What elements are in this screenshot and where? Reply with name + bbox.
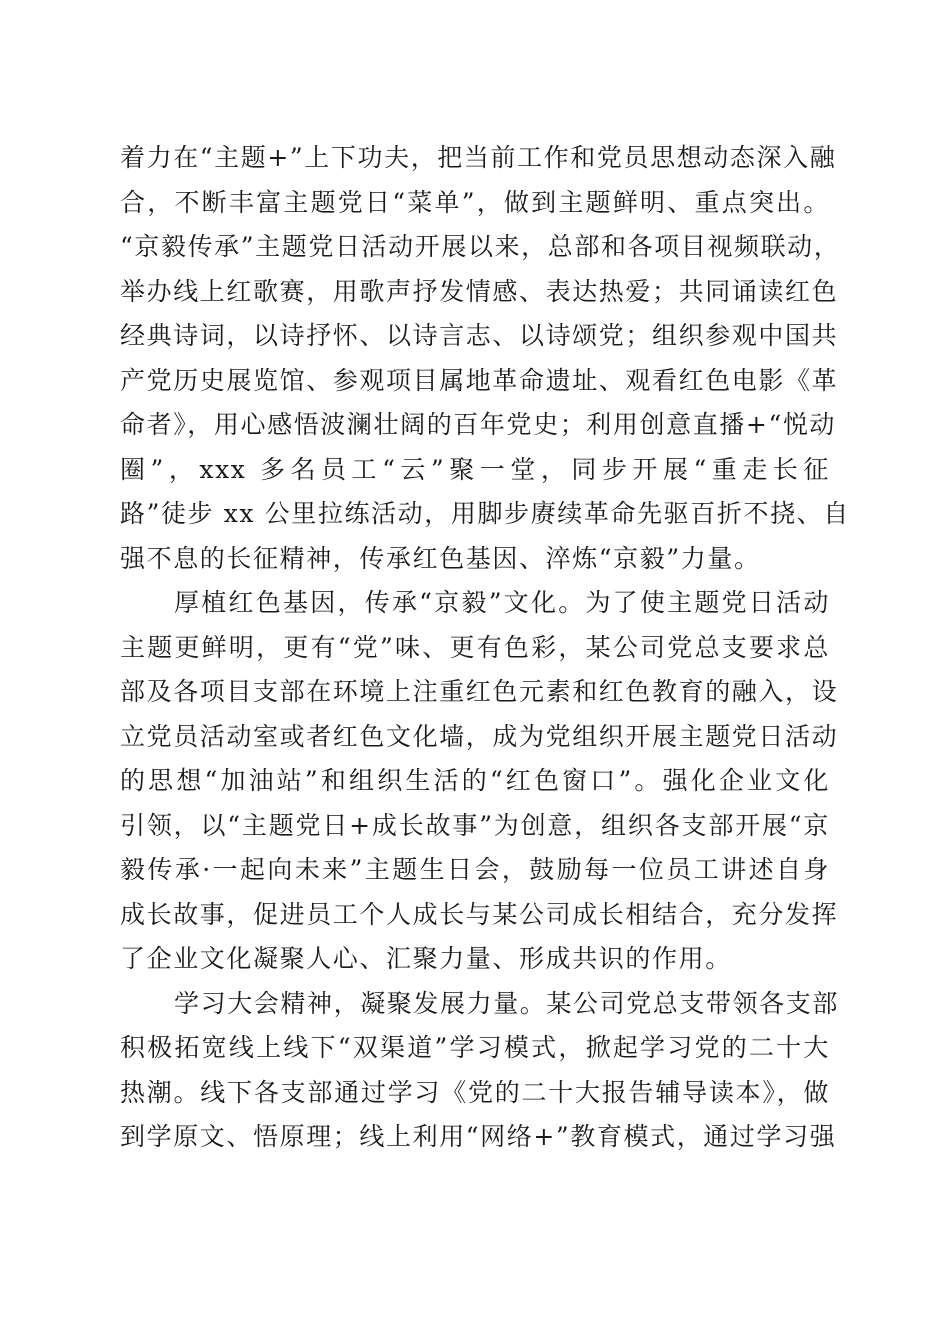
text-line: 的思想“加油站”和组织生活的“红色窗口”。强化企业文化 bbox=[120, 766, 830, 795]
text-line: 主题更鲜明，更有“党”味、更有色彩，某公司党总支要求总 bbox=[120, 632, 830, 662]
paragraph-3 bbox=[120, 982, 840, 1160]
text-line: 立党员活动室或者红色文化墙，成为党组织开展主题党日活动 bbox=[120, 721, 839, 751]
text-line: 命者》，用心感悟波澜壮阔的百年党史；利用创意直播+“悦动 bbox=[120, 410, 837, 439]
text-line: 引领，以“主题党日+成长故事”为创意，组织各支部开展“京 bbox=[120, 810, 830, 840]
text-line: 着力在“主题+”上下功夫，把当前工作和党员思想动态深入融 bbox=[120, 143, 837, 172]
paragraph-1 bbox=[120, 136, 850, 581]
text-line: 经典诗词，以诗抒怀、以诗言志、以诗颂党；组织参观中国共 bbox=[120, 321, 839, 350]
text-line: 成长故事，促进员工个人成长与某公司成长相结合，充分发挥 bbox=[120, 899, 839, 929]
text-line: “京毅传承”主题党日活动开展以来，总部和各项目视频联动， bbox=[120, 232, 841, 261]
text-line: 了企业文化凝聚人心、汇聚力量、形成共识的作用。 bbox=[120, 944, 732, 973]
paragraph-2 bbox=[120, 581, 839, 982]
text-line: 积极拓宽线上线下“双渠道”学习模式，掀起学习党的二十大 bbox=[120, 1033, 830, 1062]
text-line: 圈”，xxx 多名员工“云”聚一堂，同步开展“重走长征 bbox=[120, 454, 830, 484]
text-line: 到学原文、悟原理；线上利用“网络+”教育模式，通过学习强 bbox=[120, 1122, 837, 1151]
text-line: 部及各项目支部在环境上注重红色元素和红色教育的融入，设 bbox=[120, 677, 839, 706]
text-line: 厚植红色基因，传承“京毅”文化。为了使主题党日活动 bbox=[174, 588, 830, 617]
text-line: 毅传承·一起向未来”主题生日会，鼓励每一位员工讲述自身 bbox=[120, 855, 830, 884]
text-line: 热潮。线下各支部通过学习《党的二十大报告辅导读本》，做 bbox=[120, 1077, 830, 1107]
text-line: 学习大会精神，凝聚发展力量。某公司党总支带领各支部 bbox=[174, 988, 840, 1018]
text-line: 路”徒步 xx 公里拉练活动，用脚步赓续革命先驱百折不挠、自 bbox=[120, 499, 850, 528]
text-line: 产党历史展览馆、参观项目属地革命遗址、观看红色电影《革 bbox=[120, 365, 839, 395]
text-line: 举办线上红歌赛，用歌声抒发情感、表达热爱；共同诵读红色 bbox=[120, 276, 839, 306]
text-line: 强不息的长征精神，传承红色基因、淬炼“京毅”力量。 bbox=[120, 543, 761, 573]
document-body bbox=[120, 136, 850, 1160]
text-line: 合，不断丰富主题党日“菜单”，做到主题鲜明、重点突出。 bbox=[120, 187, 830, 217]
